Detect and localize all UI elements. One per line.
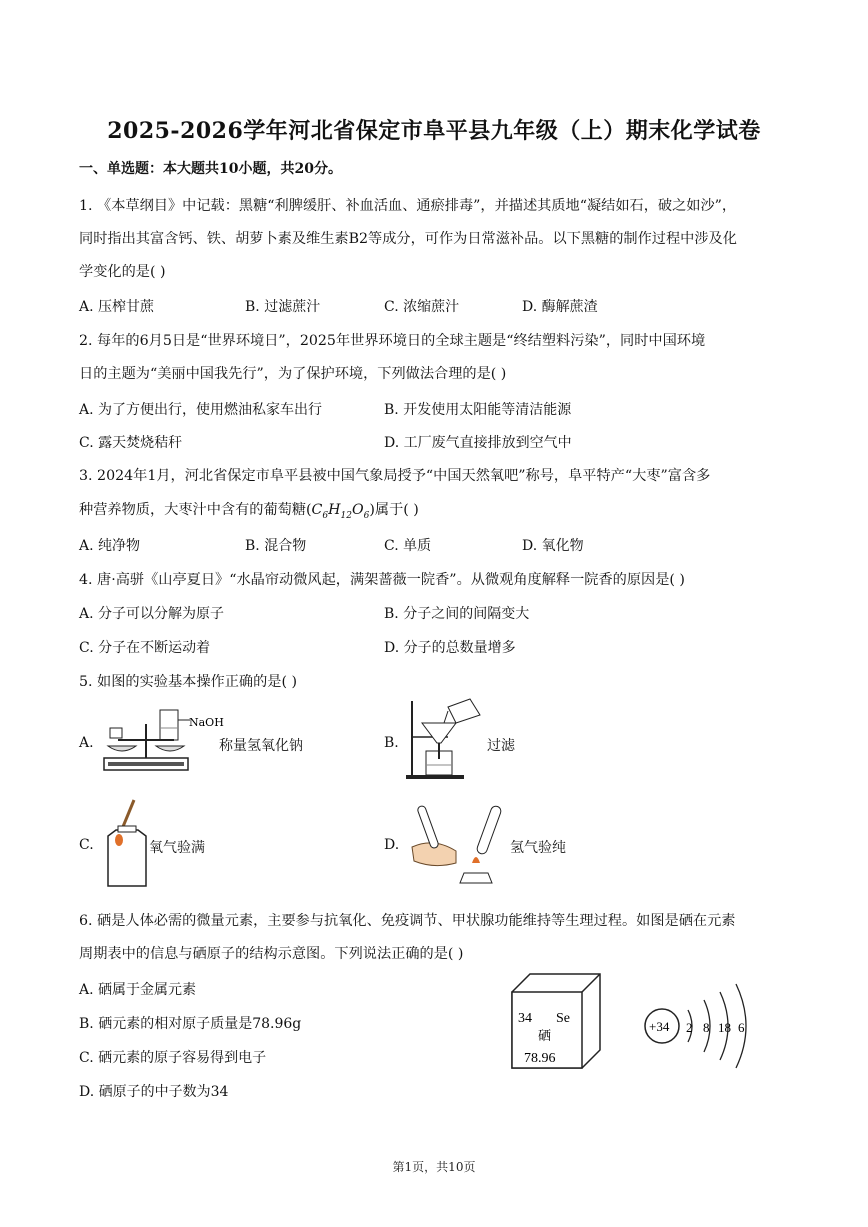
q2-option-b[interactable]: B. 开发使用太阳能等清洁能源 <box>384 402 572 418</box>
q1-option-b[interactable]: B. 过滤蔗汁 <box>245 299 321 315</box>
q3-option-b[interactable]: B. 混合物 <box>245 538 307 554</box>
q6-option-d[interactable]: D. 硒原子的中子数为34 <box>79 1084 229 1100</box>
shell-3-electrons: 18 <box>718 1020 731 1035</box>
q1-option-c[interactable]: C. 浓缩蔗汁 <box>384 299 460 315</box>
q3-option-a[interactable]: A. 纯净物 <box>79 538 141 554</box>
q3-option-c[interactable]: C. 单质 <box>384 538 432 554</box>
q4-line-1: 4. 唐·高骈《山亭夏日》“水晶帘动微风起，满架蔷薇一院香”。从微观角度解释一院香的原因是( ) <box>79 572 685 588</box>
q6-line-1: 6. 硒是人体必需的微量元素，主要参与抗氧化、免疫调节、甲状腺功能维持等生理过程。如图是硒在元素 <box>79 913 736 929</box>
oxygen-bottle-figure <box>104 796 152 890</box>
shell-1-electrons: 2 <box>686 1020 693 1035</box>
q6-option-c[interactable]: C. 硒元素的原子容易得到电子 <box>79 1050 267 1066</box>
q5-option-a-caption: 称量氢氧化钠 <box>219 738 303 754</box>
naoh-label: NaOH <box>189 716 224 729</box>
q2-option-c[interactable]: C. 露天焚烧秸秆 <box>79 435 183 451</box>
filtration-figure <box>404 697 484 781</box>
q2-line-2: 日的主题为“美丽中国我先行”，为了保护环境，下列做法合理的是( ) <box>79 366 507 382</box>
q3-line-2-text: 种营养物质，大枣汁中含有的葡萄糖( <box>79 502 312 518</box>
q4-option-c[interactable]: C. 分子在不断运动着 <box>79 640 211 656</box>
q3-line-2-end: )属于( ) <box>369 502 419 518</box>
q5-option-d-label[interactable]: D. <box>384 837 400 853</box>
q1-line-2: 同时指出其富含钙、铁、胡萝卜素及维生素B2等成分，可作为日常滋补品。以下黑糖的制作过程中涉及化 <box>79 231 737 247</box>
glucose-formula: $C_6H_{12}O_6$ <box>311 502 370 521</box>
atomic-mass: 78.96 <box>524 1051 556 1066</box>
q5-option-b-caption: 过滤 <box>487 738 515 754</box>
q1-line-1: 1. 《本草纲目》中记载：黑糖“利脾缓肝、补血活血、通瘀排毒”，并描述其质地“凝结如石，破之如沙”， <box>79 198 737 214</box>
q3-line-1: 3. 2024年1月，河北省保定市阜平县被中国气象局授予“中国天然氧吧”称号，阜平特产“大枣”富含多 <box>79 468 711 484</box>
element-symbol: Se <box>556 1011 570 1026</box>
q2-option-d[interactable]: D. 工厂废气直接排放到空气中 <box>384 435 572 451</box>
q6-line-2: 周期表中的信息与硒原子的结构示意图。下列说法正确的是( ) <box>79 946 464 962</box>
atomic-number: 34 <box>518 1011 532 1026</box>
q6-option-b[interactable]: B. 硒元素的相对原子质量是78.96g <box>79 1016 302 1032</box>
page-footer: 第1页，共10页 <box>392 1160 476 1174</box>
selenium-element-tile <box>508 970 604 1074</box>
q2-line-1: 2. 每年的6月5日是“世界环境日”，2025年世界环境日的全球主题是“终结塑料污染”，同时中国环境 <box>79 333 706 349</box>
shell-2-electrons: 8 <box>703 1020 710 1035</box>
section-heading: 一、单选题：本大题共10小题，共20分。 <box>79 161 342 177</box>
q6-option-a[interactable]: A. 硒属于金属元素 <box>79 982 197 998</box>
page-title: 2025-2026学年河北省保定市阜平县九年级（上）期末化学试卷 <box>107 118 761 144</box>
q1-option-d[interactable]: D. 酶解蔗渣 <box>522 299 598 315</box>
q4-option-a[interactable]: A. 分子可以分解为原子 <box>79 606 225 622</box>
q5-line-1: 5. 如图的实验基本操作正确的是( ) <box>79 674 298 690</box>
selenium-atom-diagram <box>640 976 760 1076</box>
q2-option-a[interactable]: A. 为了方便出行，使用燃油私家车出行 <box>79 402 323 418</box>
balance-figure <box>100 706 224 778</box>
q5-option-d-caption: 氢气验纯 <box>510 840 566 856</box>
q5-option-b-label[interactable]: B. <box>384 735 399 751</box>
q4-option-b[interactable]: B. 分子之间的间隔变大 <box>384 606 530 622</box>
q4-option-d[interactable]: D. 分子的总数量增多 <box>384 640 516 656</box>
shell-4-electrons: 6 <box>738 1020 745 1035</box>
q5-option-c-label[interactable]: C. <box>79 837 94 853</box>
q3-line-2 <box>79 500 419 526</box>
q5-option-c-caption: 氧气验满 <box>149 840 205 856</box>
nucleus-charge: +34 <box>649 1019 670 1034</box>
hydrogen-test-figure <box>404 803 508 887</box>
q5-option-a-label[interactable]: A. <box>79 735 94 751</box>
q1-option-a[interactable]: A. 压榨甘蔗 <box>79 299 155 315</box>
element-name: 硒 <box>538 1028 552 1043</box>
q3-option-d[interactable]: D. 氧化物 <box>522 538 584 554</box>
q1-line-3: 学变化的是( ) <box>79 264 166 280</box>
